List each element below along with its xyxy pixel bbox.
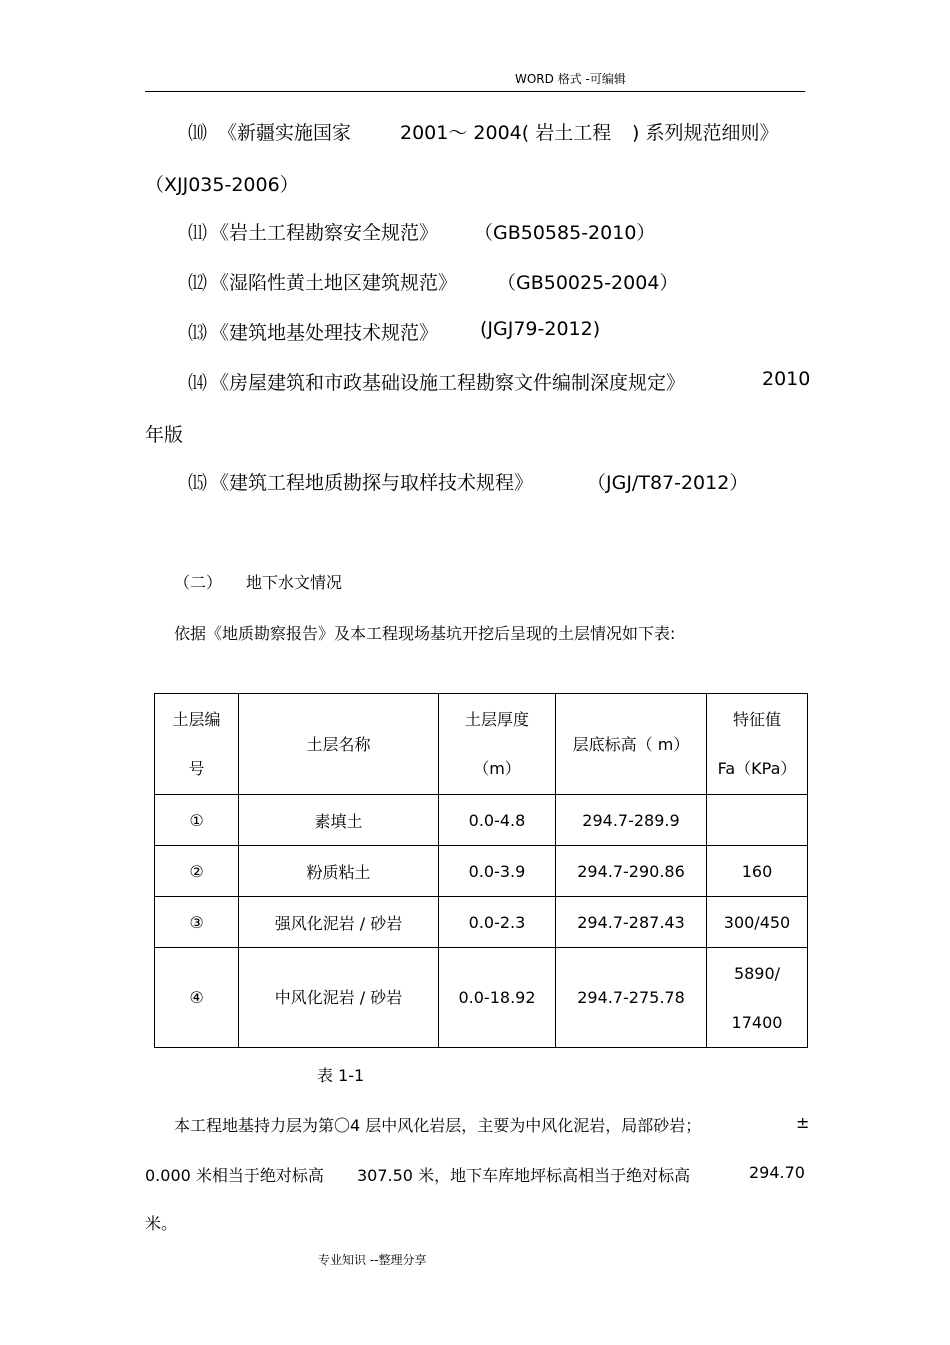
cell-layer-name: 中风化泥岩 / 砂岩	[239, 948, 439, 1048]
paragraph-line-1-tail: ±	[796, 1113, 810, 1132]
table-header-row	[155, 694, 808, 795]
header-bottom-elevation: 层底标高（ m）	[556, 694, 707, 795]
reference-15-title: 《建筑工程地质勘探与取样技术规程》	[210, 472, 534, 494]
cell-thickness: 0.0-18.92	[439, 948, 556, 1048]
paragraph-line-3: 米。	[145, 1214, 178, 1233]
page-header: WORD 格式 -可编辑	[515, 72, 626, 86]
reference-15-code: （JGJ/T87-2012）	[587, 472, 749, 494]
cell-fa	[707, 795, 808, 846]
reference-10-code: （XJJ035-2006）	[145, 174, 299, 196]
section-number: （二）	[174, 573, 223, 592]
page-footer: 专业知识 --整理分享	[318, 1253, 427, 1267]
reference-14-code-tail: 年版	[145, 424, 184, 446]
reference-14-code: 2010	[762, 368, 811, 390]
cell-layer-name: 强风化泥岩 / 砂岩	[239, 897, 439, 948]
cell-layer-name: 素填土	[239, 795, 439, 846]
paragraph-line-2b: 307.50 米，地下车库地坪标高相当于绝对标高	[357, 1166, 691, 1185]
cell-thickness: 0.0-2.3	[439, 897, 556, 948]
table-row	[155, 846, 808, 897]
cell-elevation: 294.7-287.43	[556, 897, 707, 948]
paragraph-line-2c: 294.70	[749, 1163, 805, 1182]
header-layer-name: 土层名称	[239, 694, 439, 795]
intro-text: 依据《地质勘察报告》及本工程现场基坑开挖后呈现的土层情况如下表:	[174, 624, 676, 643]
cell-thickness: 0.0-4.8	[439, 795, 556, 846]
reference-10-title: 《新疆实施国家	[218, 122, 352, 144]
cell-layer-number: ④	[155, 948, 239, 1048]
reference-10-num: ⑽	[188, 122, 208, 144]
reference-15-num: ⒂	[188, 472, 208, 494]
reference-13-code: (JGJ79-2012)	[480, 318, 601, 340]
reference-11-code: （GB50585-2010）	[474, 222, 656, 244]
cell-thickness: 0.0-3.9	[439, 846, 556, 897]
section-title: 地下水文情况	[246, 573, 343, 592]
header-thickness: 土层厚度 （m）	[439, 694, 556, 795]
cell-layer-number: ①	[155, 795, 239, 846]
table-row	[155, 795, 808, 846]
cell-elevation: 294.7-290.86	[556, 846, 707, 897]
header-divider	[145, 91, 805, 92]
soil-layer-table	[154, 693, 808, 1048]
reference-11-title: 《岩土工程勘察安全规范》	[210, 222, 439, 244]
table-row	[155, 948, 808, 1048]
paragraph-line-2a: 0.000 米相当于绝对标高	[145, 1166, 324, 1185]
cell-fa: 300/450	[707, 897, 808, 948]
reference-14-num: ⒁	[188, 372, 208, 394]
cell-layer-name: 粉质粘土	[239, 846, 439, 897]
header-characteristic-value: 特征值 Fa（KPa）	[707, 694, 808, 795]
reference-11-num: ⑾	[188, 222, 208, 244]
table-row	[155, 897, 808, 948]
reference-12-title: 《湿陷性黄土地区建筑规范》	[210, 272, 458, 294]
cell-elevation: 294.7-289.9	[556, 795, 707, 846]
reference-13-title: 《建筑地基处理技术规范》	[210, 322, 439, 344]
reference-12-code: （GB50025-2004）	[497, 272, 679, 294]
reference-10-tail: ) 系列规范细则》	[632, 122, 779, 144]
cell-layer-number: ③	[155, 897, 239, 948]
cell-fa: 160	[707, 846, 808, 897]
paragraph-line-1: 本工程地基持力层为第〇4 层中风化岩层，主要为中风化泥岩，局部砂岩；	[174, 1116, 702, 1135]
header-layer-number: 土层编 号	[155, 694, 239, 795]
reference-10-mid: 2001～ 2004( 岩土工程	[400, 122, 612, 144]
table-caption: 表 1-1	[317, 1066, 365, 1085]
reference-14-title: 《房屋建筑和市政基础设施工程勘察文件编制深度规定》	[210, 372, 686, 394]
cell-fa: 5890/ 17400	[707, 948, 808, 1048]
cell-elevation: 294.7-275.78	[556, 948, 707, 1048]
cell-layer-number: ②	[155, 846, 239, 897]
reference-12-num: ⑿	[188, 272, 208, 294]
reference-13-num: ⒀	[188, 322, 208, 344]
